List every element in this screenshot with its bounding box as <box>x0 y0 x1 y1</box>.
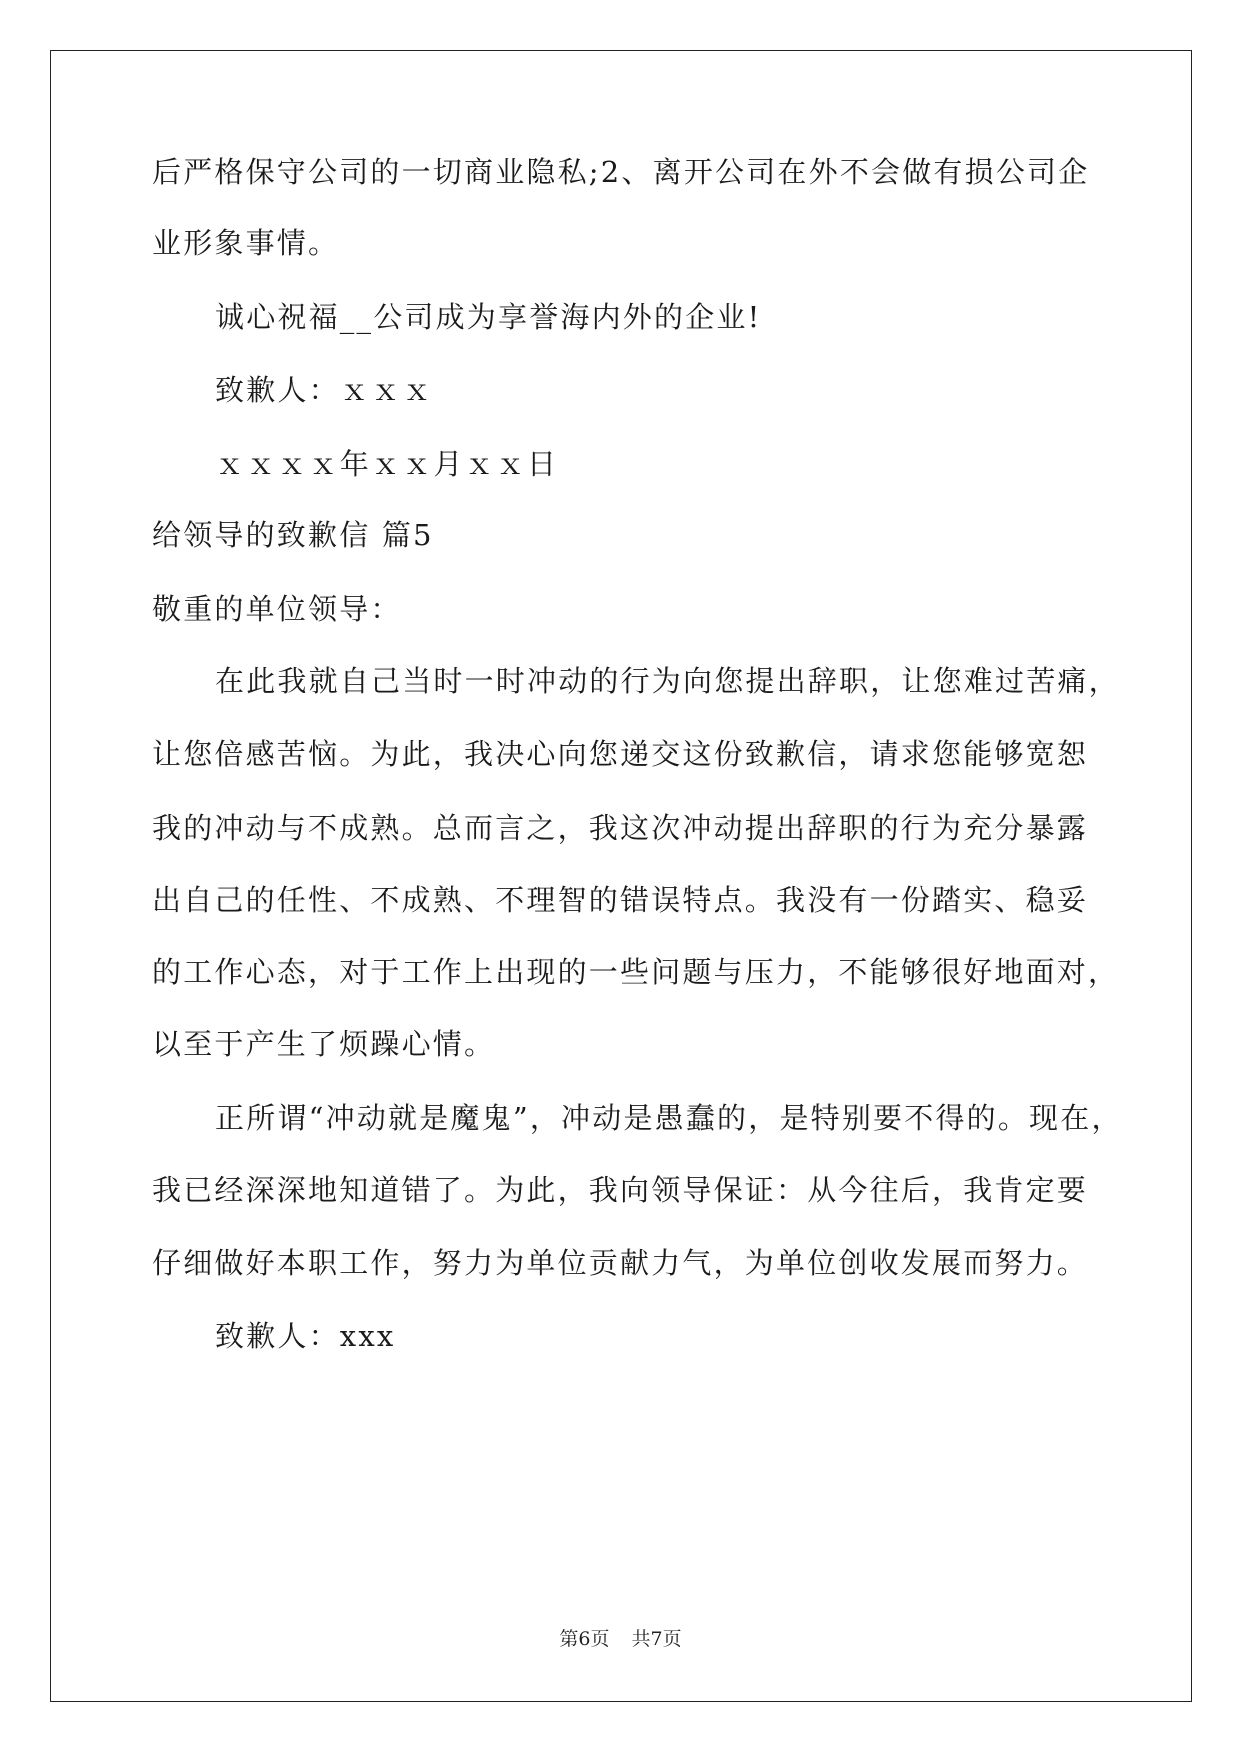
body-line-2: 业形象事情。 <box>152 226 340 260</box>
paragraph-1-line-5: 的工作心态，对于工作上出现的一些问题与压力，不能够很好地面对， <box>152 955 1120 989</box>
section-heading: 给领导的致歉信 篇5 <box>152 518 434 552</box>
paragraph-1-line-3: 我的冲动与不成熟。总而言之，我这次冲动提出辞职的行为充分暴露 <box>152 811 1089 845</box>
paragraph-1-line-4: 出自己的任性、不成熟、不理智的错误特点。我没有一份踏实、稳妥 <box>152 883 1089 917</box>
page-footer <box>0 1627 1241 1651</box>
date-line: ｘｘｘｘ年ｘｘ月ｘｘ日 <box>215 447 559 481</box>
blessing-line: 诚心祝福__公司成为享誉海内外的企业! <box>215 300 762 334</box>
page-number: 第6页 <box>559 1628 610 1650</box>
closing-signature: 致歉人：xxx <box>215 1319 396 1353</box>
signature-line: 致歉人：ｘｘｘ <box>215 373 434 407</box>
page-total: 共7页 <box>631 1628 682 1650</box>
paragraph-1-line-6: 以至于产生了烦躁心情。 <box>152 1027 496 1061</box>
paragraph-1-line-1: 在此我就自己当时一时冲动的行为向您提出辞职，让您难过苦痛， <box>215 664 1120 698</box>
paragraph-2-line-2: 我已经深深地知道错了。为此，我向领导保证：从今往后，我肯定要 <box>152 1173 1089 1207</box>
paragraph-1-line-2: 让您倍感苦恼。为此，我决心向您递交这份致歉信，请求您能够宽恕 <box>152 737 1089 771</box>
body-line-1: 后严格保守公司的一切商业隐私;2、离开公司在外不会做有损公司企 <box>152 155 1090 189</box>
salutation: 敬重的单位领导： <box>152 592 402 626</box>
paragraph-2-line-1: 正所谓“冲动就是魔鬼”，冲动是愚蠢的，是特别要不得的。现在， <box>215 1101 1123 1135</box>
paragraph-2-line-3: 仔细做好本职工作，努力为单位贡献力气，为单位创收发展而努力。 <box>152 1246 1089 1280</box>
